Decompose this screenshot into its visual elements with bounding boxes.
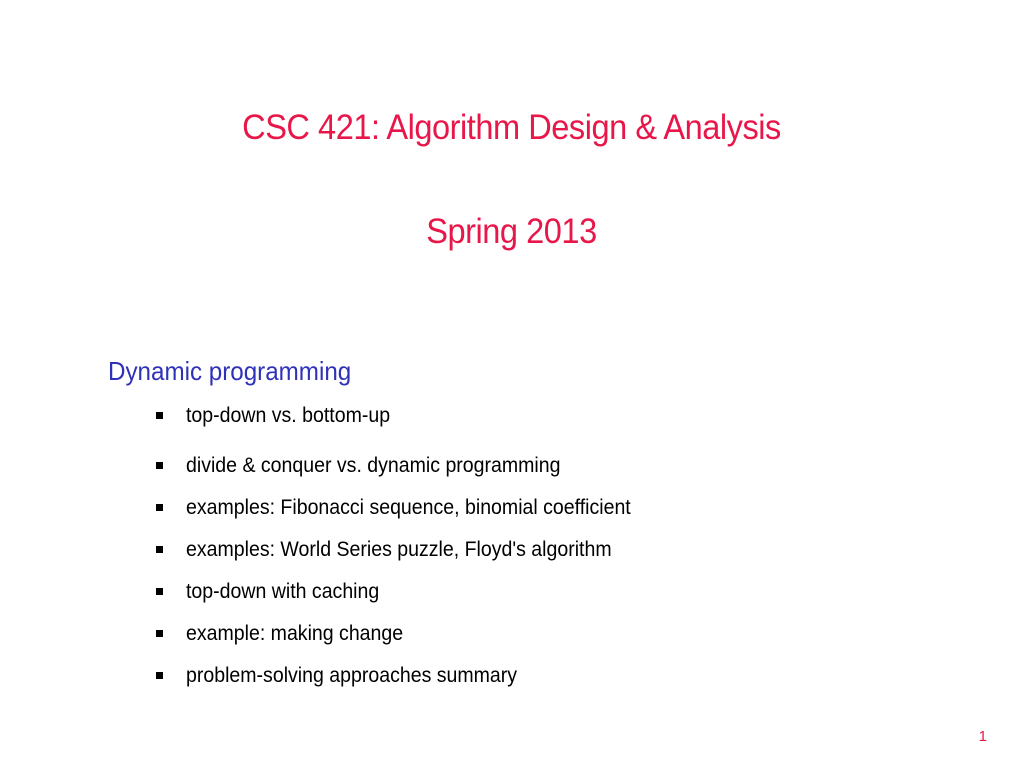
- page-number: 1: [978, 728, 987, 745]
- title-block: [0, 104, 1023, 256]
- square-bullet-icon: [156, 504, 163, 511]
- bullet-text: examples: Fibonacci sequence, binomial coefficient: [186, 496, 631, 519]
- bullet-text: example: making change: [186, 622, 404, 645]
- bullet-text: top-down with caching: [186, 580, 380, 603]
- slide-title: CSC 421: Algorithm Design & Analysis: [242, 108, 781, 147]
- square-bullet-icon: [156, 672, 163, 679]
- square-bullet-icon: [156, 630, 163, 637]
- section-heading: Dynamic programming: [108, 356, 352, 386]
- slide-term: Spring 2013: [426, 212, 597, 251]
- bullet-text: problem-solving approaches summary: [186, 664, 518, 687]
- square-bullet-icon: [156, 412, 163, 419]
- square-bullet-icon: [156, 588, 163, 595]
- bullet-text: examples: World Series puzzle, Floyd's algorithm: [186, 538, 612, 561]
- square-bullet-icon: [156, 462, 163, 469]
- bullet-text: divide & conquer vs. dynamic programming: [186, 454, 561, 477]
- bullet-text: top-down vs. bottom-up: [186, 404, 391, 427]
- square-bullet-icon: [156, 546, 163, 553]
